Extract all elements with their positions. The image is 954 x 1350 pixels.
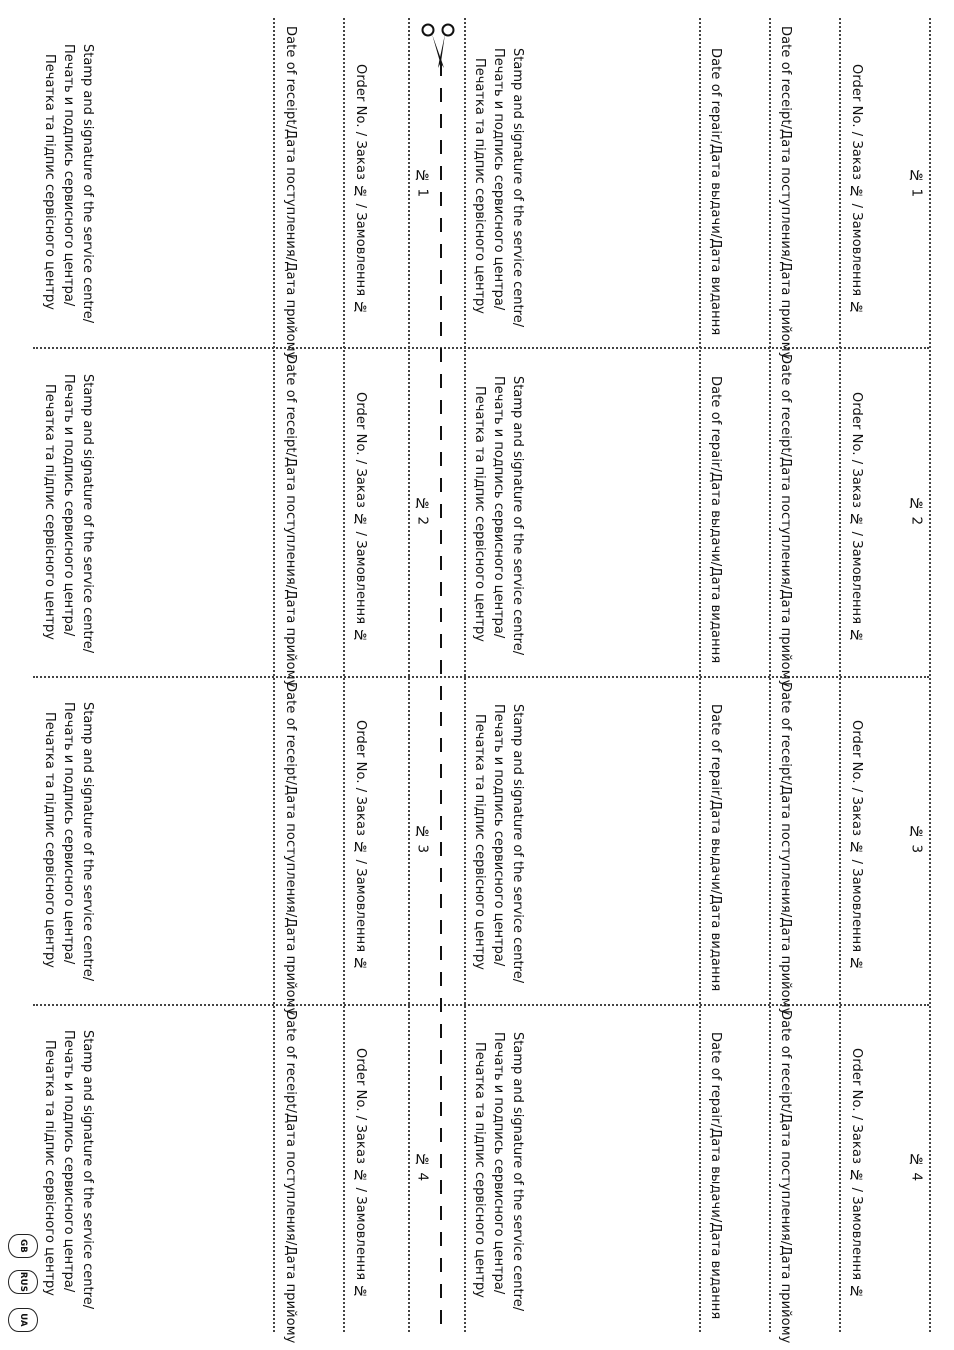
coupon-number: № 3 [414, 824, 431, 854]
date-receipt-label: Date of receipt/Дата поступления/Дата прийому [283, 1010, 298, 1344]
stamp-line-ua: Печатка та підпис сервісного центру [42, 54, 57, 310]
stamp-line-en: Stamp and signature of the service centre/ [510, 704, 525, 984]
coupon-number: № 1 [908, 168, 925, 198]
stamp-line-ua: Печатка та підпис сервісного центру [42, 1040, 57, 1296]
language-badge-ua [8, 1308, 38, 1332]
separator-line [33, 347, 929, 349]
stamp-line-ru: Печать и подпись сервисного центра/ [491, 1032, 506, 1295]
coupon-number: № 2 [414, 496, 431, 526]
badge-label: UA [18, 1313, 28, 1327]
stamp-line-ru: Печать и подпись сервисного центра/ [61, 702, 76, 965]
order-no-label: Order No. / Заказ № / Замовлення № [353, 392, 368, 644]
order-no-label: Order No. / Заказ № / Замовлення № [849, 64, 864, 316]
stamp-line-en: Stamp and signature of the service centre/ [510, 376, 525, 656]
stamp-line-en: Stamp and signature of the service centre/ [80, 1030, 95, 1310]
date-repair-label: Date of repair/Дата выдачи/Дата видання [708, 1032, 723, 1320]
stamp-line-en: Stamp and signature of the service centre/ [80, 374, 95, 654]
stamp-signature-label [40, 702, 97, 981]
stamp-signature-label [470, 376, 527, 655]
order-no-label: Order No. / Заказ № / Замовлення № [353, 720, 368, 972]
stamp-signature-label [470, 704, 527, 983]
stamp-line-en: Stamp and signature of the service centre/ [80, 44, 95, 324]
stamp-line-ru: Печать и подпись сервисного центра/ [491, 376, 506, 639]
date-receipt-label: Date of receipt/Дата поступления/Дата прийому [778, 1010, 793, 1344]
order-no-label: Order No. / Заказ № / Замовлення № [849, 392, 864, 644]
date-receipt-label: Date of receipt/Дата поступления/Дата прийому [283, 682, 298, 1016]
divider-line [699, 18, 701, 1332]
separator-line [33, 676, 929, 678]
order-no-label: Order No. / Заказ № / Замовлення № [849, 1048, 864, 1300]
date-receipt-label: Date of receipt/Дата поступления/Дата прийому [778, 354, 793, 688]
date-receipt-label: Date of receipt/Дата поступления/Дата прийому [778, 682, 793, 1016]
date-receipt-label: Date of receipt/Дата поступления/Дата прийому [283, 354, 298, 688]
scissors-icon [420, 22, 460, 70]
badge-label: RUS [17, 1271, 28, 1293]
stamp-line-ru: Печать и подпись сервисного центра/ [491, 48, 506, 311]
stamp-line-ua: Печатка та підпис сервісного центру [472, 386, 487, 642]
coupon-number: № 4 [414, 1152, 431, 1182]
order-no-label: Order No. / Заказ № / Замовлення № [353, 64, 368, 316]
divider-line [343, 18, 345, 1332]
stamp-line-ua: Печатка та підпис сервісного центру [472, 1042, 487, 1298]
stamp-line-en: Stamp and signature of the service centre/ [510, 48, 525, 328]
divider-line [769, 18, 771, 1332]
order-no-label: Order No. / Заказ № / Замовлення № [849, 720, 864, 972]
stamp-line-en: Stamp and signature of the service centre/ [510, 1032, 525, 1312]
date-repair-label: Date of repair/Дата выдачи/Дата видання [708, 704, 723, 992]
stamp-signature-label [40, 1030, 97, 1309]
stamp-line-ua: Печатка та підпис сервісного центру [472, 58, 487, 314]
divider-line [408, 18, 410, 1332]
order-no-label: Order No. / Заказ № / Замовлення № [353, 1048, 368, 1300]
coupon-number: № 4 [908, 1152, 925, 1182]
stamp-line-ru: Печать и подпись сервисного центра/ [61, 1030, 76, 1293]
date-receipt-label: Date of receipt/Дата поступления/Дата прийому [283, 26, 298, 360]
divider-line [273, 18, 275, 1332]
divider-line [929, 18, 931, 1332]
date-receipt-label: Date of receipt/Дата поступления/Дата прийому [778, 26, 793, 360]
divider-line [464, 18, 466, 1332]
stamp-line-en: Stamp and signature of the service centre/ [80, 702, 95, 982]
stamp-signature-label [40, 374, 97, 653]
stamp-signature-label [470, 1032, 527, 1311]
date-repair-label: Date of repair/Дата выдачи/Дата видання [708, 376, 723, 664]
language-badge-rus [8, 1270, 38, 1294]
stamp-signature-label [470, 48, 527, 327]
language-badge-gb [8, 1234, 38, 1258]
divider-line [839, 18, 841, 1332]
stamp-line-ru: Печать и подпись сервисного центра/ [61, 374, 76, 637]
coupon-number: № 1 [414, 168, 431, 198]
date-repair-label: Date of repair/Дата выдачи/Дата видання [708, 48, 723, 336]
stamp-line-ru: Печать и подпись сервисного центра/ [491, 704, 506, 967]
coupon-number: № 3 [908, 824, 925, 854]
stamp-line-ru: Печать и подпись сервисного центра/ [61, 44, 76, 307]
stamp-line-ua: Печатка та підпис сервісного центру [42, 712, 57, 968]
coupon-number: № 2 [908, 496, 925, 526]
stamp-line-ua: Печатка та підпис сервісного центру [42, 384, 57, 640]
cut-line [440, 62, 442, 1334]
separator-line [33, 1004, 929, 1006]
stamp-signature-label [40, 44, 97, 323]
badge-label: GB [17, 1239, 28, 1253]
stamp-line-ua: Печатка та підпис сервісного центру [472, 714, 487, 970]
